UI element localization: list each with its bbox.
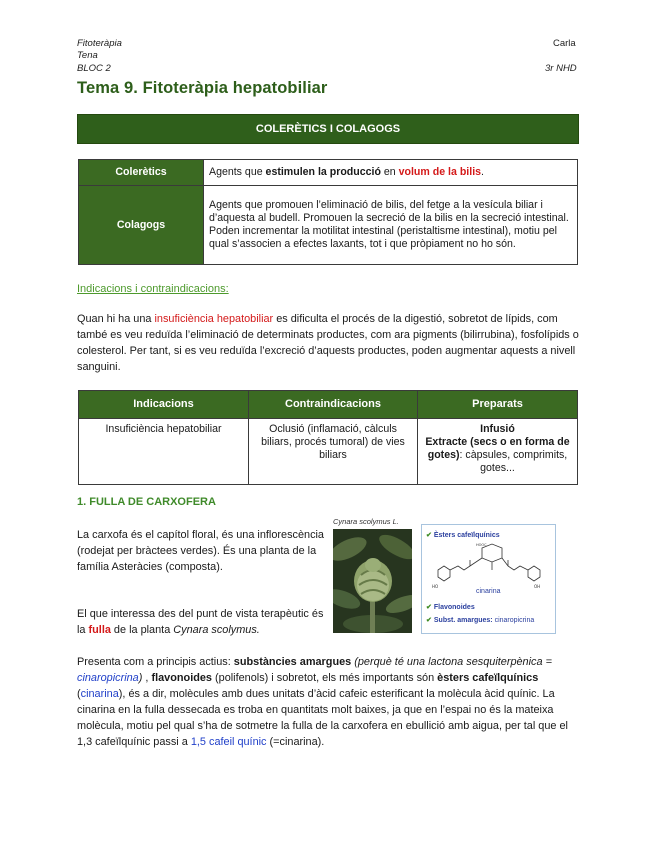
definitions-table — [78, 159, 578, 265]
paragraph-artichoke-intro: La carxofa és el capítol floral, és una inflorescència (rodejat per bràctees verdes). És una planta de la família Asteràcies (composta). — [77, 529, 324, 573]
svg-text:OH: OH — [534, 584, 541, 589]
text-run: es dificulta el procés de la digestió, sobretot de lípids, com també es veu reduïda l’eliminació de determinats productes, com ara pigments (bilirrubina), fosfolípids o colesterol. Per tant, si es veu reduïda l’excreció d’aquests productes, poden augmentar aquests a nivell sanguini. — [77, 313, 579, 373]
svg-text:HO: HO — [432, 584, 439, 589]
scheme-label: Èsters cafeïlquínics — [433, 532, 500, 539]
text-italic: ) — [138, 672, 143, 684]
scheme-row-bitter — [426, 616, 534, 624]
text-bold: estimulen la producció — [265, 166, 381, 178]
text-run: Presenta com a principis actius: — [77, 656, 234, 668]
header-contraindications: Contraindicacions — [249, 391, 418, 419]
text-highlight: fulla — [88, 624, 111, 636]
scheme-row-flavonoids — [426, 603, 475, 611]
artichoke-photo — [333, 529, 412, 633]
prep-infusion: Infusió — [480, 423, 515, 435]
coleretics-definition — [204, 160, 578, 186]
text-italic: (perquè té una lactona sesquiterpènica = — [351, 656, 552, 668]
text-run: ), és a dir, molècules amb dues unitats d’àcid cafeic esterificant la molècula àcid quínic. La cinarina en la fulla dessecada es troba en quantitats molt baixes, ja que en l’espai no és la mateixa molècula, motiu pel qual s’ha de sotmetre la fulla de la carxofera en ebullició amb aigua, per tal que el 1,3 cafeïlquínic passi a — [77, 688, 568, 748]
page-title: Tema 9. Fitoteràpia hepatobiliar — [77, 79, 328, 97]
text-run: (=cinarina). — [266, 736, 325, 748]
check-icon: ✔ — [426, 604, 432, 611]
svg-text:HOOC: HOOC — [476, 543, 487, 547]
prep-extract: Extracte (secs o en forma de gotes) — [425, 436, 570, 461]
text-run: en — [380, 166, 399, 178]
indications-table — [78, 390, 578, 485]
text-run: , — [142, 672, 152, 684]
scheme-label: Flavonoides — [433, 604, 475, 611]
scheme-value: cinaropicrina — [494, 617, 535, 624]
text-run: Quan hi ha una — [77, 313, 155, 325]
check-icon: ✔ — [426, 532, 432, 539]
photo-caption: Cynara scolymus L. — [333, 517, 399, 526]
header-course: 3r NHD — [545, 63, 577, 74]
text-bold: flavonoides — [151, 672, 212, 684]
text-italic: Cynara scolymus. — [173, 624, 260, 636]
cell-indication: Insuficiència hepatobiliar — [79, 419, 249, 485]
indications-link[interactable]: Indicacions i contraindicacions: — [77, 283, 229, 295]
header-subject: Fitoteràpia — [77, 38, 122, 49]
header-block: BLOC 2 — [77, 63, 111, 74]
scheme-molecule-label: cinarina — [476, 588, 501, 595]
text-bold: substàncies amargues — [233, 656, 352, 668]
cinarina-structure-icon — [430, 542, 548, 594]
scheme-row-esters — [426, 531, 500, 539]
paragraph-active-principles — [77, 654, 581, 750]
active-principles-scheme — [421, 524, 556, 634]
section-banner: COLERÈTICS I COLAGOGS — [78, 115, 578, 143]
coleretics-label: Colerètics — [79, 160, 204, 186]
text-run: (polifenols) i sobretot, els més importants són — [211, 672, 438, 684]
check-icon: ✔ — [426, 617, 432, 624]
text-bold: èsters cafeïlquínics — [437, 672, 539, 684]
text-highlight: insuficiència hepatobiliar — [154, 313, 274, 325]
colagogs-label: Colagogs — [79, 186, 204, 265]
header-preparations: Preparats — [418, 391, 578, 419]
text-run: de la planta — [110, 624, 174, 636]
header-author: Tena — [77, 50, 98, 61]
text-highlight: volum de la bilis — [398, 166, 482, 178]
header-indications: Indicacions — [79, 391, 249, 419]
text-run: El que interessa des del punt de vista terapèutic és la — [77, 608, 324, 636]
scheme-label: Subst. amargues: — [433, 617, 495, 624]
paragraph-therapeutic-interest — [77, 606, 327, 638]
text-run: . — [481, 166, 484, 178]
cell-contraindication: Oclusió (inflamació, càlculs biliars, procés tumoral) de vies biliars — [249, 419, 418, 485]
text-blue: 1,5 cafeil quínic — [190, 736, 267, 748]
text-blue: cinaropicrina — [77, 672, 139, 684]
colagogs-definition: Agents que promouen l’eliminació de bilis, del fetge a la vesícula biliar i d’aquesta al budell. Promouen la secreció de la bilis en la secreció intestinal. Poden incrementar la motilitat intestinal (peristaltisme intestinal), motiu pel qual s’associen a efectes laxants, tot i que pròpiament no ho són. — [204, 186, 578, 265]
header-author-right: Carla — [553, 38, 576, 49]
cell-preparations — [418, 419, 578, 485]
text-blue: cinarina — [80, 688, 119, 700]
paragraph-insufficiency — [77, 311, 579, 375]
prep-forms: : càpsules, comprimits, gotes... — [459, 449, 568, 474]
section-heading-artichoke: 1. FULLA DE CARXOFERA — [77, 496, 216, 508]
text-run: ( — [77, 688, 81, 700]
text-run: Agents que — [209, 166, 266, 178]
